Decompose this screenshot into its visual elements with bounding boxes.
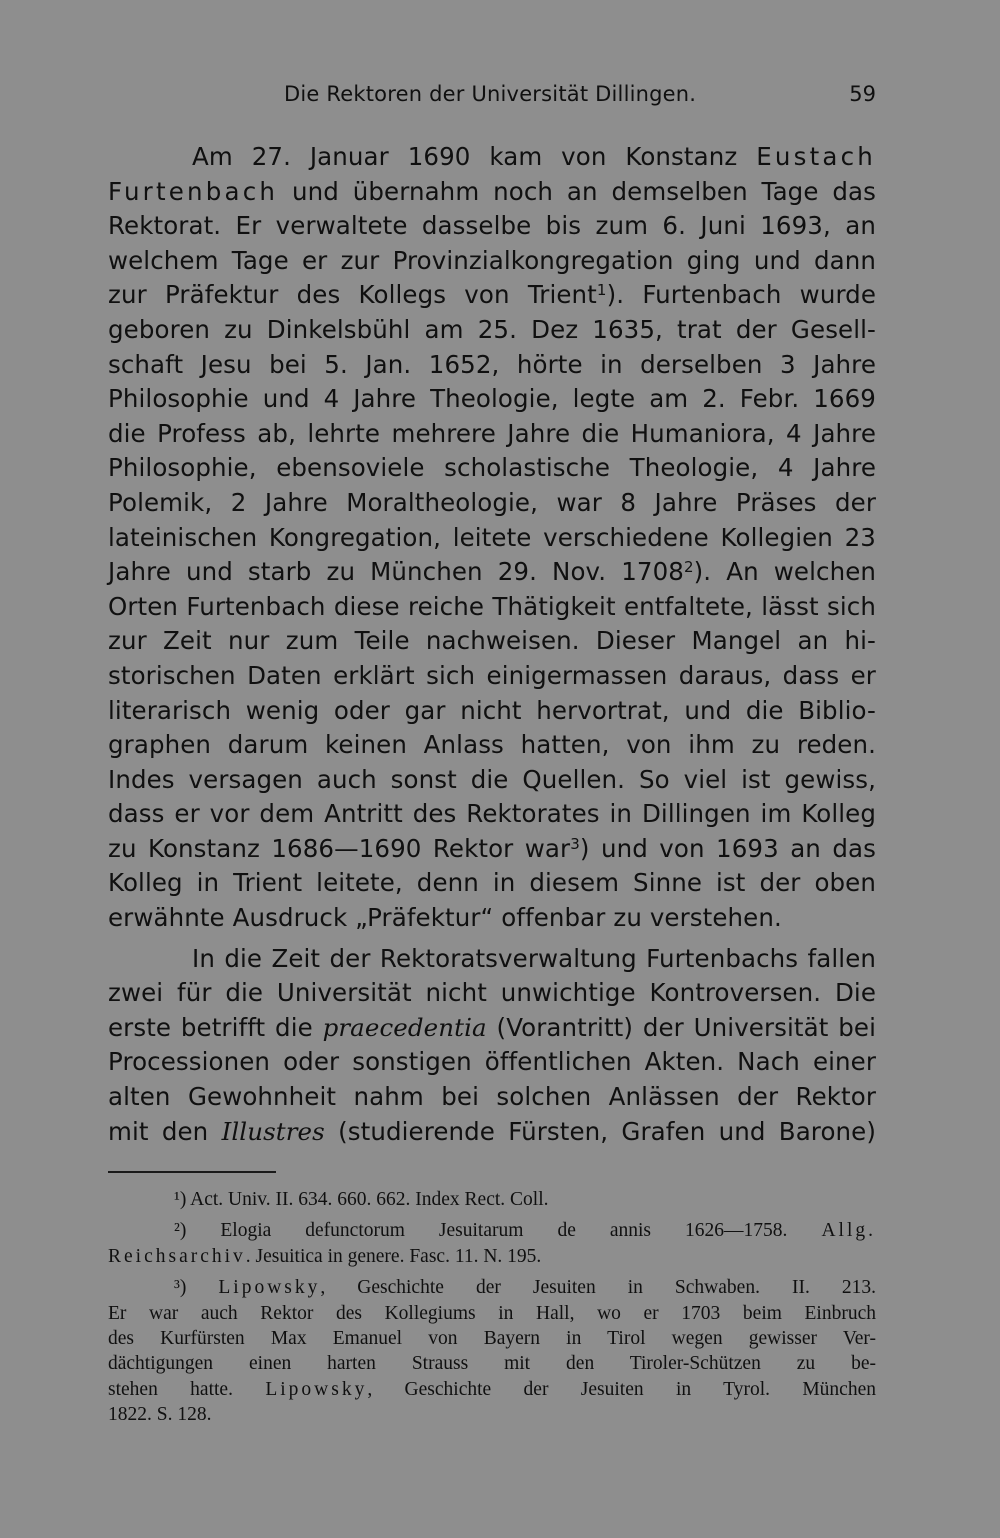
- text-line: erwähnte Ausdruck „Präfektur“ offenbar zu verstehen.: [108, 903, 782, 933]
- running-head-title: Die Rektoren der Universität Dillingen.: [284, 82, 697, 106]
- italic-term: praecedentia: [322, 1012, 487, 1042]
- main-text: [108, 140, 876, 1149]
- text-line: Am 27. Januar 1690 kam von Konstanz Eustach: [192, 142, 876, 171]
- text-line: Orten Furtenbach diese reiche Thätigkeit entfaltete, lässt sich: [108, 591, 876, 621]
- text-line: zur Präfektur des Kollegs von Trient$^1$). Furtenbach wurde: [108, 280, 877, 310]
- footnote-2-line: Reichsarchiv. Jesuitica in genere. Fasc. 11. N. 195.: [108, 1245, 542, 1267]
- footnote-1: ¹) Act. Univ. II. 634. 660. 662. Index Rect. Coll.: [174, 1189, 549, 1210]
- text-line: erste betrifft die praecedentia (Vorantritt) der Universität bei: [108, 1012, 876, 1042]
- footnote-ref-2: 2: [683, 558, 694, 577]
- text-line: zwei für die Universität nicht unwichtige Kontroversen. Die: [108, 978, 876, 1008]
- text-line: Philosophie und 4 Jahre Theologie, legte am 2. Febr. 1669: [108, 384, 876, 414]
- text-line: Indes versagen auch sonst die Quellen. So viel ist gewiss,: [108, 764, 876, 794]
- footnote-3-line: Er war auch Rektor des Kollegiums in Hall, wo er 1703 beim Einbruch: [108, 1302, 876, 1324]
- text-line: Kolleg in Trient leitete, denn in diesem Sinne ist der oben: [108, 868, 876, 898]
- footnote-3: ³) Lipowsky, Geschichte der Jesuiten in Schwaben. II. 213.: [174, 1277, 876, 1299]
- text-line: literarisch wenig oder gar nicht hervortrat, und die Biblio-: [108, 695, 876, 725]
- footnote-3-line: dächtigungen einen harten Strauss mit den Tiroler-Schützen zu be-: [108, 1353, 876, 1375]
- page-number: 59: [849, 82, 876, 106]
- paragraph-2: [108, 942, 876, 1150]
- text-line: Processionen oder sonstigen öffentlichen Akten. Nach einer: [108, 1047, 876, 1077]
- footnote-ref-3: 3: [570, 834, 580, 853]
- text-line: lateinischen Kongregation, leitete verschiedene Kollegien 23: [108, 522, 876, 552]
- text-line: zu Konstanz 1686—1690 Rektor war$^3$) und von 1693 an das: [108, 833, 876, 863]
- text-line: Furtenbach und übernahm noch an demselben Tage das: [108, 176, 876, 206]
- running-head: [108, 82, 876, 118]
- footnote-2: ²) Elogia defunctorum Jesuitarum de annis 1626—1758. Allg.: [174, 1220, 876, 1242]
- text-line: storischen Daten erklärt sich einigermassen daraus, dass er: [108, 660, 876, 690]
- text-line: geboren zu Dinkelsbühl am 25. Dez 1635, trat der Gesell-: [108, 314, 876, 344]
- italic-term: Illustres: [221, 1116, 325, 1146]
- text-line: dass er vor dem Antritt des Rektorates in Dillingen im Kolleg: [108, 799, 876, 829]
- footnote-rule: [108, 1171, 276, 1173]
- text-line: alten Gewohnheit nahm bei solchen Anlässen der Rektor: [108, 1082, 876, 1112]
- text-line: In die Zeit der Rektoratsverwaltung Furtenbachs fallen: [192, 943, 876, 973]
- text-line: Rektorat. Er verwaltete dasselbe bis zum 6. Juni 1693, an: [108, 211, 876, 241]
- footnote-3-line: 1822. S. 128.: [108, 1404, 212, 1426]
- text-line: Philosophie, ebensoviele scholastische Theologie, 4 Jahre: [108, 453, 876, 483]
- footnote-3-line: des Kurfürsten Max Emanuel von Bayern in Tirol wegen gewisser Ver-: [108, 1327, 876, 1349]
- text-line: zur Zeit nur zum Teile nachweisen. Dieser Mangel an hi-: [108, 626, 876, 656]
- text-line: mit den Illustres (studierende Fürsten, Grafen und Barone): [108, 1116, 876, 1146]
- footnotes: [108, 1187, 876, 1428]
- text-line: die Profess ab, lehrte mehrere Jahre die Humaniora, 4 Jahre: [108, 418, 876, 448]
- text-line: Polemik, 2 Jahre Moraltheologie, war 8 Jahre Präses der: [108, 487, 876, 517]
- text-line: schaft Jesu bei 5. Jan. 1652, hörte in derselben 3 Jahre: [108, 349, 876, 379]
- footnote-3-line: stehen hatte. Lipowsky, Geschichte der Jesuiten in Tyrol. München: [108, 1378, 876, 1400]
- text-line: graphen darum keinen Anlass hatten, von ihm zu reden.: [108, 730, 876, 760]
- footnote-ref-1: 1: [596, 281, 607, 300]
- text-line: welchem Tage er zur Provinzialkongregation ging und dann: [108, 245, 876, 275]
- text-line: Jahre und starb zu München 29. Nov. 1708$^2$). An welchen: [108, 557, 876, 587]
